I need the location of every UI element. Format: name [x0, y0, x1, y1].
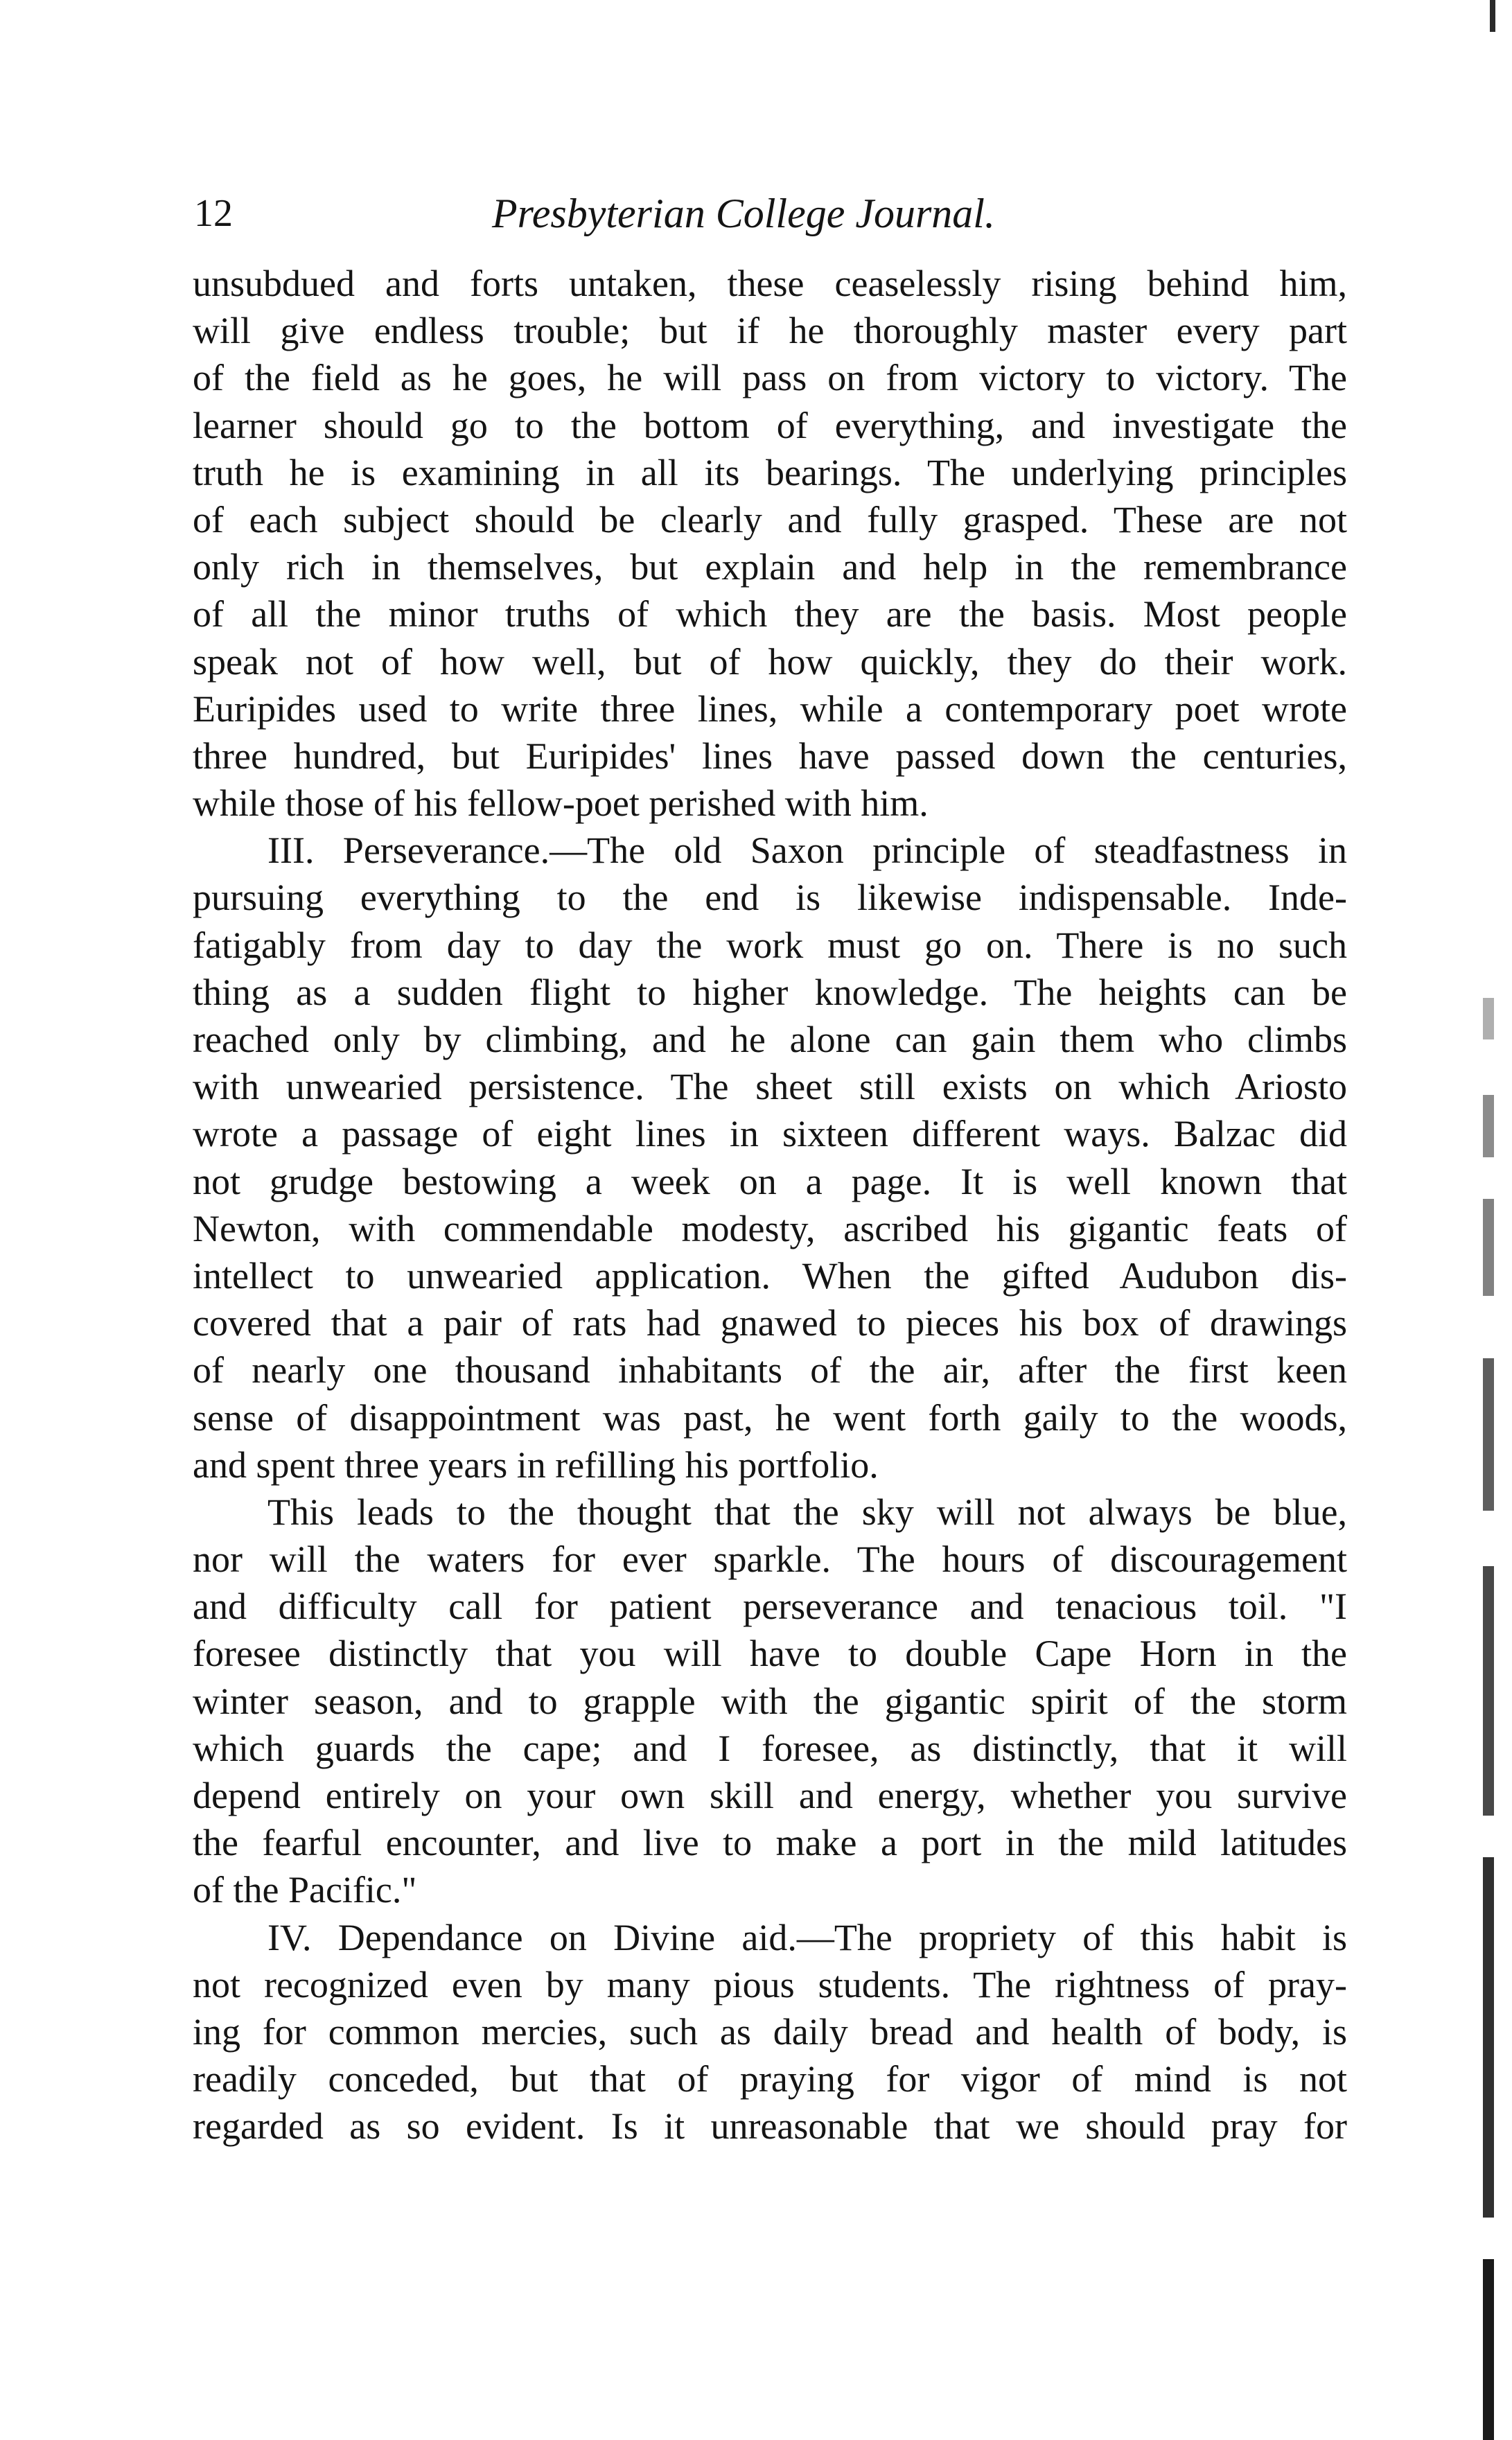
text-line: and difficulty call for patient perseverance and tenacious toil. "I: [193, 1586, 1347, 1628]
text-line: of each subject should be clearly and fully grasped. These are not: [193, 498, 1347, 541]
text-line: Euripides used to write three lines, while a contemporary poet wrote: [193, 687, 1347, 730]
running-head: [194, 186, 1344, 241]
text-line: the fearful encounter, and live to make a port in the mild latitudes: [193, 1822, 1347, 1864]
scan-mark: [1490, 0, 1495, 32]
text-line: not recognized even by many pious students. The rightness of pray-: [193, 1963, 1347, 2005]
text-line: winter season, and to grapple with the gigantic spirit of the storm: [193, 1680, 1347, 1722]
text-line: IV. Dependance on Divine aid.—The propriety of this habit is: [267, 1916, 1347, 1958]
page-number: 12: [194, 192, 233, 235]
text-line: three hundred, but Euripides' lines have passed down the centuries,: [193, 735, 1347, 777]
journal-title: Presbyterian College Journal.: [492, 191, 995, 236]
text-line: regarded as so evident. Is it unreasonable that we should pray for: [193, 2105, 1347, 2148]
text-line: truth he is examining in all its bearings. The underlying principles: [193, 451, 1347, 493]
text-line: will give endless trouble; but if he thoroughly master every part: [193, 310, 1347, 352]
text-line: foresee distinctly that you will have to double Cape Horn in the: [193, 1633, 1347, 1675]
text-line: Newton, with commendable modesty, ascribed his gigantic feats of: [193, 1207, 1347, 1249]
text-line: fatigably from day to day the work must go on. There is no such: [193, 924, 1347, 966]
text-line: III. Perseverance.—The old Saxon principle of steadfastness in: [267, 830, 1347, 872]
scanned-page-edge: [1468, 970, 1495, 2440]
text-line: unsubdued and forts untaken, these ceaselessly rising behind him,: [193, 263, 1347, 304]
text-line: speak not of how well, but of how quickly, they do their work.: [193, 640, 1347, 683]
text-line: covered that a pair of rats had gnawed to pieces his box of drawings: [193, 1302, 1347, 1344]
text-line: of nearly one thousand inhabitants of the air, after the first keen: [193, 1349, 1347, 1392]
text-line: thing as a sudden flight to higher knowledge. The heights can be: [193, 971, 1347, 1013]
text-line: readily conceded, but that of praying for vigor of mind is not: [193, 2058, 1347, 2100]
text-line: nor will the waters for ever sparkle. The hours of discouragement: [193, 1538, 1347, 1581]
text-line: pursuing everything to the end is likewise indispensable. Inde-: [193, 877, 1347, 919]
text-line: of the Pacific.": [193, 1869, 417, 1911]
text-line: intellect to unwearied application. When the gifted Audubon dis-: [193, 1254, 1347, 1297]
text-line: This leads to the thought that the sky will not always be blue,: [267, 1491, 1347, 1533]
text-line: learner should go to the bottom of everything, and investigate the: [193, 404, 1347, 446]
text-line: reached only by climbing, and he alone can gain them who climbs: [193, 1019, 1347, 1060]
text-line: of all the minor truths of which they are the basis. Most people: [193, 593, 1347, 635]
text-line: ing for common mercies, such as daily bread and health of body, is: [193, 2010, 1347, 2053]
text-line: only rich in themselves, but explain and help in the remembrance: [193, 546, 1347, 588]
text-line: sense of disappointment was past, he went forth gaily to the woods,: [193, 1396, 1347, 1439]
text-line: wrote a passage of eight lines in sixteen different ways. Balzac did: [193, 1113, 1347, 1155]
text-line: while those of his fellow-poet perished with him.: [193, 782, 929, 825]
body-text: [193, 260, 1347, 2150]
text-line: depend entirely on your own skill and energy, whether you survive: [193, 1775, 1347, 1816]
text-line: which guards the cape; and I foresee, as distinctly, that it will: [193, 1727, 1347, 1769]
text-line: with unwearied persistence. The sheet still exists on which Ariosto: [193, 1066, 1347, 1108]
text-line: not grudge bestowing a week on a page. It is well known that: [193, 1160, 1347, 1202]
text-line: of the field as he goes, he will pass on from victory to victory. The: [193, 357, 1347, 399]
text-line: and spent three years in refilling his portfolio.: [193, 1443, 879, 1486]
